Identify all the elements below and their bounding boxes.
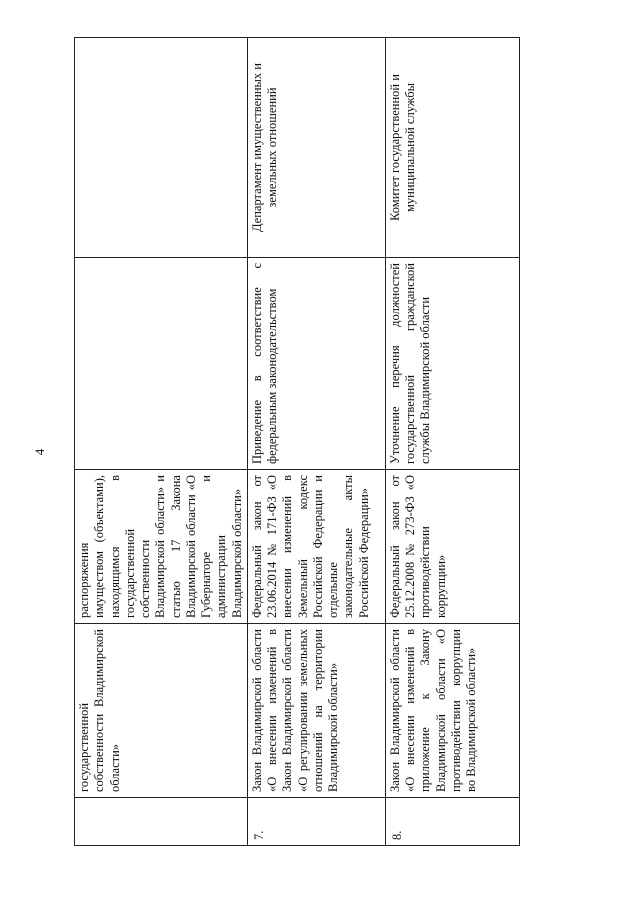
legal-basis-cell: Федеральный закон от 25.12.2008 № 273-ФЗ «О противодействии коррупции» (385, 470, 519, 624)
row-number-cell (75, 798, 248, 846)
row-number-cell: 7. (247, 798, 385, 846)
law-title-cell: Закон Владимирской области «О внесении изменений в приложение к Закону Владимирской области «О противодействии коррупции во Владимирской области» (385, 624, 519, 798)
purpose-cell: Приведение в соответствие с федеральным законодательством (247, 258, 385, 470)
responsible-cell: Департамент имущественных и земельных отношений (247, 38, 385, 258)
page-number: 4 (32, 448, 47, 456)
table-row (385, 38, 519, 846)
purpose-cell (75, 258, 248, 470)
responsible-cell: Комитет государственной и муниципальной службы (385, 38, 519, 258)
table-row (247, 38, 385, 846)
responsible-cell (75, 38, 248, 258)
legislation-plan-table (74, 37, 520, 846)
law-title-cell: государственной собственности Владимирской области» (75, 624, 248, 798)
legal-basis-cell: распоряжения имуществом (объектами), находящимся в государственной собственности Владимирской области» и статью 17 Закона Владимирской области «О Губернаторе и администрации Владимирской области» (75, 470, 248, 624)
rotated-table-container (74, 38, 514, 846)
legal-basis-cell: Федеральный закон от 23.06.2014 № 171-ФЗ «О внесении изменений в Земельный кодекс Российской Федерации и отдельные законодательные акты Российской Федерации» (247, 470, 385, 624)
purpose-cell: Уточнение перечня должностей государственной гражданской службы Владимирской области (385, 258, 519, 470)
table-row (75, 38, 248, 846)
row-number-cell: 8. (385, 798, 519, 846)
law-title-cell: Закон Владимирской области «О внесении изменений в Закон Владимирской области «О регулировании земельных отношений на территории Владимирской области» (247, 624, 385, 798)
